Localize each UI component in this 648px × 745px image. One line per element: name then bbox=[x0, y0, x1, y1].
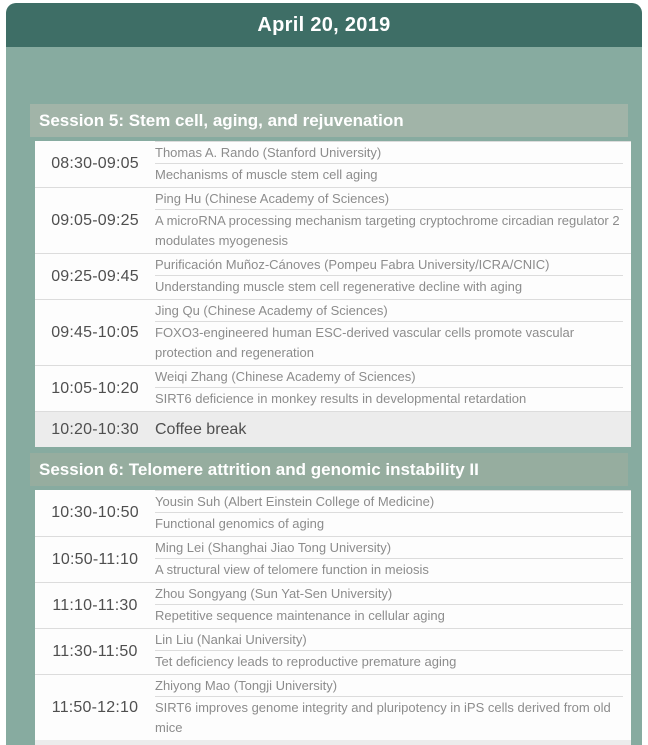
talk-title-text: Repetitive sequence maintenance in cellular aging bbox=[155, 608, 445, 623]
time-cell: 10:50-11:10 bbox=[51, 550, 139, 568]
talk-cell bbox=[155, 141, 631, 187]
schedule-row bbox=[35, 628, 631, 674]
talk-cell bbox=[155, 583, 631, 628]
schedule-row bbox=[35, 582, 631, 628]
talk-title-text: Tet deficiency leads to reproductive premature aging bbox=[155, 654, 457, 669]
speaker-text: Ping Hu (Chinese Academy of Sciences) bbox=[155, 188, 623, 210]
session-header-5: Session 5: Stem cell, aging, and rejuvenation bbox=[30, 104, 628, 137]
break-label: Coffee break bbox=[155, 420, 247, 438]
time-cell: 09:05-09:25 bbox=[51, 211, 139, 229]
talk-title-text: Functional genomics of aging bbox=[155, 516, 325, 531]
talk-title-text: Understanding muscle stem cell regenerative decline with aging bbox=[155, 279, 523, 294]
speaker-text: Zhou Songyang (Sun Yat-Sen University) bbox=[155, 583, 623, 605]
schedule-row bbox=[35, 365, 631, 411]
talk-title-text: SIRT6 improves genome integrity and pluripotency in iPS cells derived from old mice bbox=[155, 700, 611, 735]
schedule-row bbox=[35, 253, 631, 299]
talk-cell bbox=[155, 300, 631, 365]
talk-title-text: A structural view of telomere function in meiosis bbox=[155, 562, 429, 577]
time-cell: 09:45-10:05 bbox=[51, 323, 139, 341]
time-cell: 11:50-12:10 bbox=[51, 698, 139, 716]
schedule-row bbox=[35, 536, 631, 582]
schedule-row bbox=[35, 674, 631, 740]
talk-cell bbox=[155, 254, 631, 299]
date-header bbox=[6, 3, 642, 47]
time-cell: 10:20-10:30 bbox=[51, 420, 139, 438]
sessions-container bbox=[6, 47, 642, 745]
speaker-text: Lin Liu (Nankai University) bbox=[155, 629, 623, 651]
talk-cell bbox=[155, 188, 631, 253]
time-cell: 10:30-10:50 bbox=[51, 504, 139, 521]
session-header-6: Session 6: Telomere attrition and genomic instability II bbox=[30, 453, 628, 486]
schedule-row bbox=[35, 187, 631, 253]
speaker-text: Jing Qu (Chinese Academy of Sciences) bbox=[155, 300, 623, 322]
schedule-row bbox=[35, 141, 631, 187]
talk-cell bbox=[155, 537, 631, 582]
session-table bbox=[35, 490, 631, 740]
talk-title-text: SIRT6 deficience in monkey results in developmental retardation bbox=[155, 391, 527, 406]
date-title: April 20, 2019 bbox=[257, 14, 391, 36]
talk-title-text: Mechanisms of muscle stem cell aging bbox=[155, 167, 378, 182]
talk-cell bbox=[155, 629, 631, 674]
speaker-text: Thomas A. Rando (Stanford University) bbox=[155, 142, 623, 164]
speaker-text: Zhiyong Mao (Tongji University) bbox=[155, 675, 623, 697]
speaker-text: Purificación Muñoz-Cánoves (Pompeu Fabra University/ICRA/CNIC) bbox=[155, 254, 623, 276]
speaker-text: Ming Lei (Shanghai Jiao Tong University) bbox=[155, 537, 623, 559]
talk-title-text: FOXO3-engineered human ESC-derived vascular cells promote vascular protection and regeneration bbox=[155, 325, 575, 360]
partial-next-row bbox=[35, 740, 631, 745]
time-cell: 08:30-09:05 bbox=[51, 155, 139, 172]
time-cell: 10:05-10:20 bbox=[51, 379, 139, 397]
talk-cell bbox=[155, 490, 631, 536]
talk-cell bbox=[155, 675, 631, 740]
schedule-row bbox=[35, 299, 631, 365]
schedule-row bbox=[35, 490, 631, 536]
time-cell: 11:10-11:30 bbox=[52, 596, 138, 614]
time-cell: 11:30-11:50 bbox=[52, 642, 138, 660]
talk-title-text: A microRNA processing mechanism targeting cryptochrome circadian regulator 2 modulates myogenesis bbox=[155, 213, 620, 248]
speaker-text: Weiqi Zhang (Chinese Academy of Sciences) bbox=[155, 366, 623, 388]
speaker-text: Yousin Suh (Albert Einstein College of Medicine) bbox=[155, 491, 623, 513]
session-table bbox=[35, 141, 631, 447]
talk-cell bbox=[155, 366, 631, 411]
time-cell: 09:25-09:45 bbox=[51, 267, 139, 285]
coffee-break-row bbox=[35, 411, 631, 447]
schedule-card bbox=[6, 3, 642, 745]
